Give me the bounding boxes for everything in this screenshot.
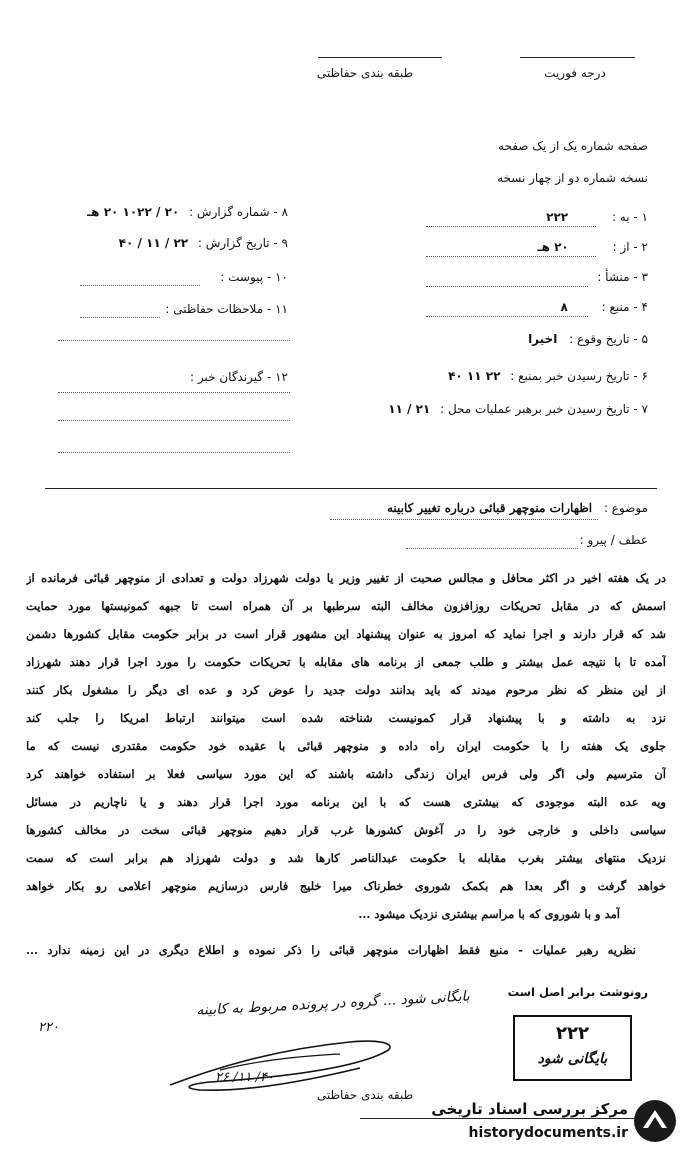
field-news-to-source-label: ۶ - تاریخ رسیدن خبر بمنبع :	[510, 369, 648, 383]
field-event-date-value: اخیرا	[528, 332, 558, 346]
body-line-8: آن مترسیم ولی اگر ولی فرس ایران زندگی داشته باشند که این مورد سیاسی فعلا بر استفاده خواهند کرد	[26, 767, 666, 781]
field-from-label: ۲ - از :	[612, 240, 648, 254]
field-to-value: ۲۲۲	[546, 210, 569, 224]
stamp-text: بایگانی شود	[537, 1051, 608, 1067]
body-line-11: نزدیک منتهای بیشتر بغرب مقابله با حکومت عبدالناصر کارها شد و دولت شهرزاد هم برابر است که سمت	[26, 851, 666, 865]
subject-row	[387, 501, 648, 515]
field-recipients-line1	[58, 392, 290, 393]
field-from	[418, 240, 648, 254]
subject-label: موضوع :	[603, 501, 648, 515]
body-line-5: از این منظر که نظر مرحوم میدند که باید بدانند دولت جدید را عوض کرد و عده ای دیگر را مشغول بکار کنند	[26, 683, 666, 697]
field-security-notes-dots	[80, 317, 160, 318]
field-origin	[418, 270, 648, 284]
field-news-to-handler-label: ۷ - تاریخ رسیدن خبر برهبر عملیات محل :	[440, 402, 648, 416]
field-recipients-label: ۱۲ - گیرندگان خبر :	[190, 370, 288, 384]
footer-rule	[360, 1118, 660, 1119]
field-source-label: ۴ - منبع :	[601, 300, 648, 314]
page-number-line: صفحه شماره یک از یک صفحه	[498, 139, 648, 153]
handler-comment: نظریه رهبر عملیات - منبع فقط اظهارات منوچهر قبائی را ذکر نموده و اطلاع دیگری در این زمینه ندارد ...	[26, 943, 636, 957]
top-rule-left	[318, 57, 442, 58]
body-line-6: نزد به داشته و با پیشنهاد قرار کمونیست شناخته شده است میتوانند ارتباط امریکا را جلب کند	[26, 711, 666, 725]
field-attachment-dots	[80, 285, 200, 286]
field-from-dots	[426, 256, 596, 257]
field-to	[418, 210, 648, 224]
handwritten-date: ۴۰/ ۱۱/ ۲۶	[215, 1070, 274, 1085]
classification-label: طبقه بندی حفاظتی	[316, 66, 414, 80]
field-security-notes-line2	[58, 340, 290, 341]
body-line-3: شد که قرار دارند و اجرا نماید که امروز به عنوان پیشنهاد این مشهور قرار است در برابر حکومت مقابل کشورها دشمن	[26, 627, 666, 641]
body-line-12: خواهد گرفت و اگر بعدا هم بکمک شوروی خطرناک میرا خلیج فارس درسازیم منوچهر اعلامی رو بکار خواهد	[26, 879, 666, 893]
top-rule-right	[520, 57, 635, 58]
body-line-9: ویه عده البته موجودی که بیشتری هست که با این برنامه مورد اجرا قرار دهند و یا ناچاریم در مسائل	[26, 795, 666, 809]
field-attachment-label: ۱۰ - پیوست :	[220, 270, 288, 284]
field-report-date	[53, 236, 288, 250]
field-report-date-label: ۹ - تاریخ گزارش :	[197, 236, 288, 250]
field-to-dots	[426, 226, 596, 227]
copy-distribution-note: رونوشت برابر اصل است	[507, 985, 648, 999]
reference-dots	[406, 548, 578, 549]
body-line-2: اسمش که در مقابل تحریکات روزافزون مخالف البته سرطبها بر آن همراه است تا جبهه کمونیستها مورد حمایت	[26, 599, 666, 613]
archive-stamp	[513, 1015, 632, 1081]
field-report-number	[53, 205, 288, 219]
watermark-logo-icon	[632, 1098, 678, 1144]
field-recipients-line3	[58, 452, 290, 453]
subject-dots	[330, 519, 598, 520]
field-event-date	[418, 332, 648, 346]
field-security-notes-label: ۱۱ - ملاحظات حفاظتی :	[165, 302, 288, 316]
watermark-name: مرکز بررسی اسناد تاریخی	[431, 1100, 628, 1118]
body-line-4: آمده تا با نتیجه عمل بیشتر و طلب جمعی از برنامه های مقابله با تحریکات حکومت را مورد اجرا قرار دهند شهرزاد	[26, 655, 666, 669]
field-news-to-handler-value: ۲۱ / ۱۱	[388, 402, 431, 416]
field-report-number-label: ۸ - شماره گزارش :	[189, 205, 288, 219]
field-news-to-handler	[348, 402, 648, 416]
field-recipients	[190, 370, 288, 384]
handwritten-number: ۲۲۰	[38, 1020, 59, 1035]
footer-classification-label: طبقه بندی حفاظتی	[316, 1088, 414, 1102]
body-line-1: در یک هفته اخیر در اکثر محافل و مجالس صحبت از تغییر وزیر یا دولت شهرزاد دولت و تعدادی از منوچهر قبائی فرمانده از	[26, 571, 666, 585]
form-separator	[45, 488, 657, 489]
field-report-date-value: ۲۲ / ۱۱ / ۴۰	[118, 236, 189, 250]
body-line-13: آمد و با شوروی که با مراسم بیشتری نزدیک میشود ...	[358, 907, 620, 921]
field-source-value: ۸	[560, 300, 568, 314]
subject-value: اظهارات منوچهر قبائی درباره تغییر کابینه	[386, 501, 593, 515]
field-report-number-value: ۲۰ / ۱۰۲۲ ۲۰ هـ	[87, 205, 180, 219]
copy-number-line: نسخه شماره دو از چهار نسخه	[497, 171, 648, 185]
priority-label: درجه فوریت	[544, 66, 606, 80]
field-news-to-source	[368, 369, 648, 383]
reference-label: عطف / پیرو :	[579, 533, 648, 547]
field-source	[418, 300, 648, 314]
handwritten-note: بایگانی شود ... گروه در پرونده مربوط به کابینه	[195, 988, 471, 1019]
field-origin-dots	[426, 286, 588, 287]
field-security-notes	[165, 302, 288, 316]
watermark-url: historydocuments.ir	[468, 1125, 628, 1141]
field-source-dots	[426, 316, 588, 317]
field-to-label: ۱ - به :	[611, 210, 648, 224]
body-line-10: سیاسی داخلی و خارجی خود را در آغوش کشورها غرب قرار دهیم منوچهر قبائی سخت در مخالف کشورها	[26, 823, 666, 837]
field-origin-label: ۳ - منشأ :	[597, 270, 648, 284]
field-news-to-source-value: ۲۲ ۱۱ ۴۰	[448, 369, 501, 383]
field-from-value: ۲۰ هـ	[537, 240, 569, 254]
field-recipients-line2	[58, 420, 290, 421]
body-line-7: جلوی یک هفته را با حکومت ایران راه داده و منوچهر قبائی با عقیده خود حکومت مقتدری نیست که ما	[26, 739, 666, 753]
field-event-date-label: ۵ - تاریخ وقوع :	[569, 332, 648, 346]
stamp-number: ۲۲۲	[556, 1023, 589, 1044]
field-attachment	[220, 270, 288, 284]
